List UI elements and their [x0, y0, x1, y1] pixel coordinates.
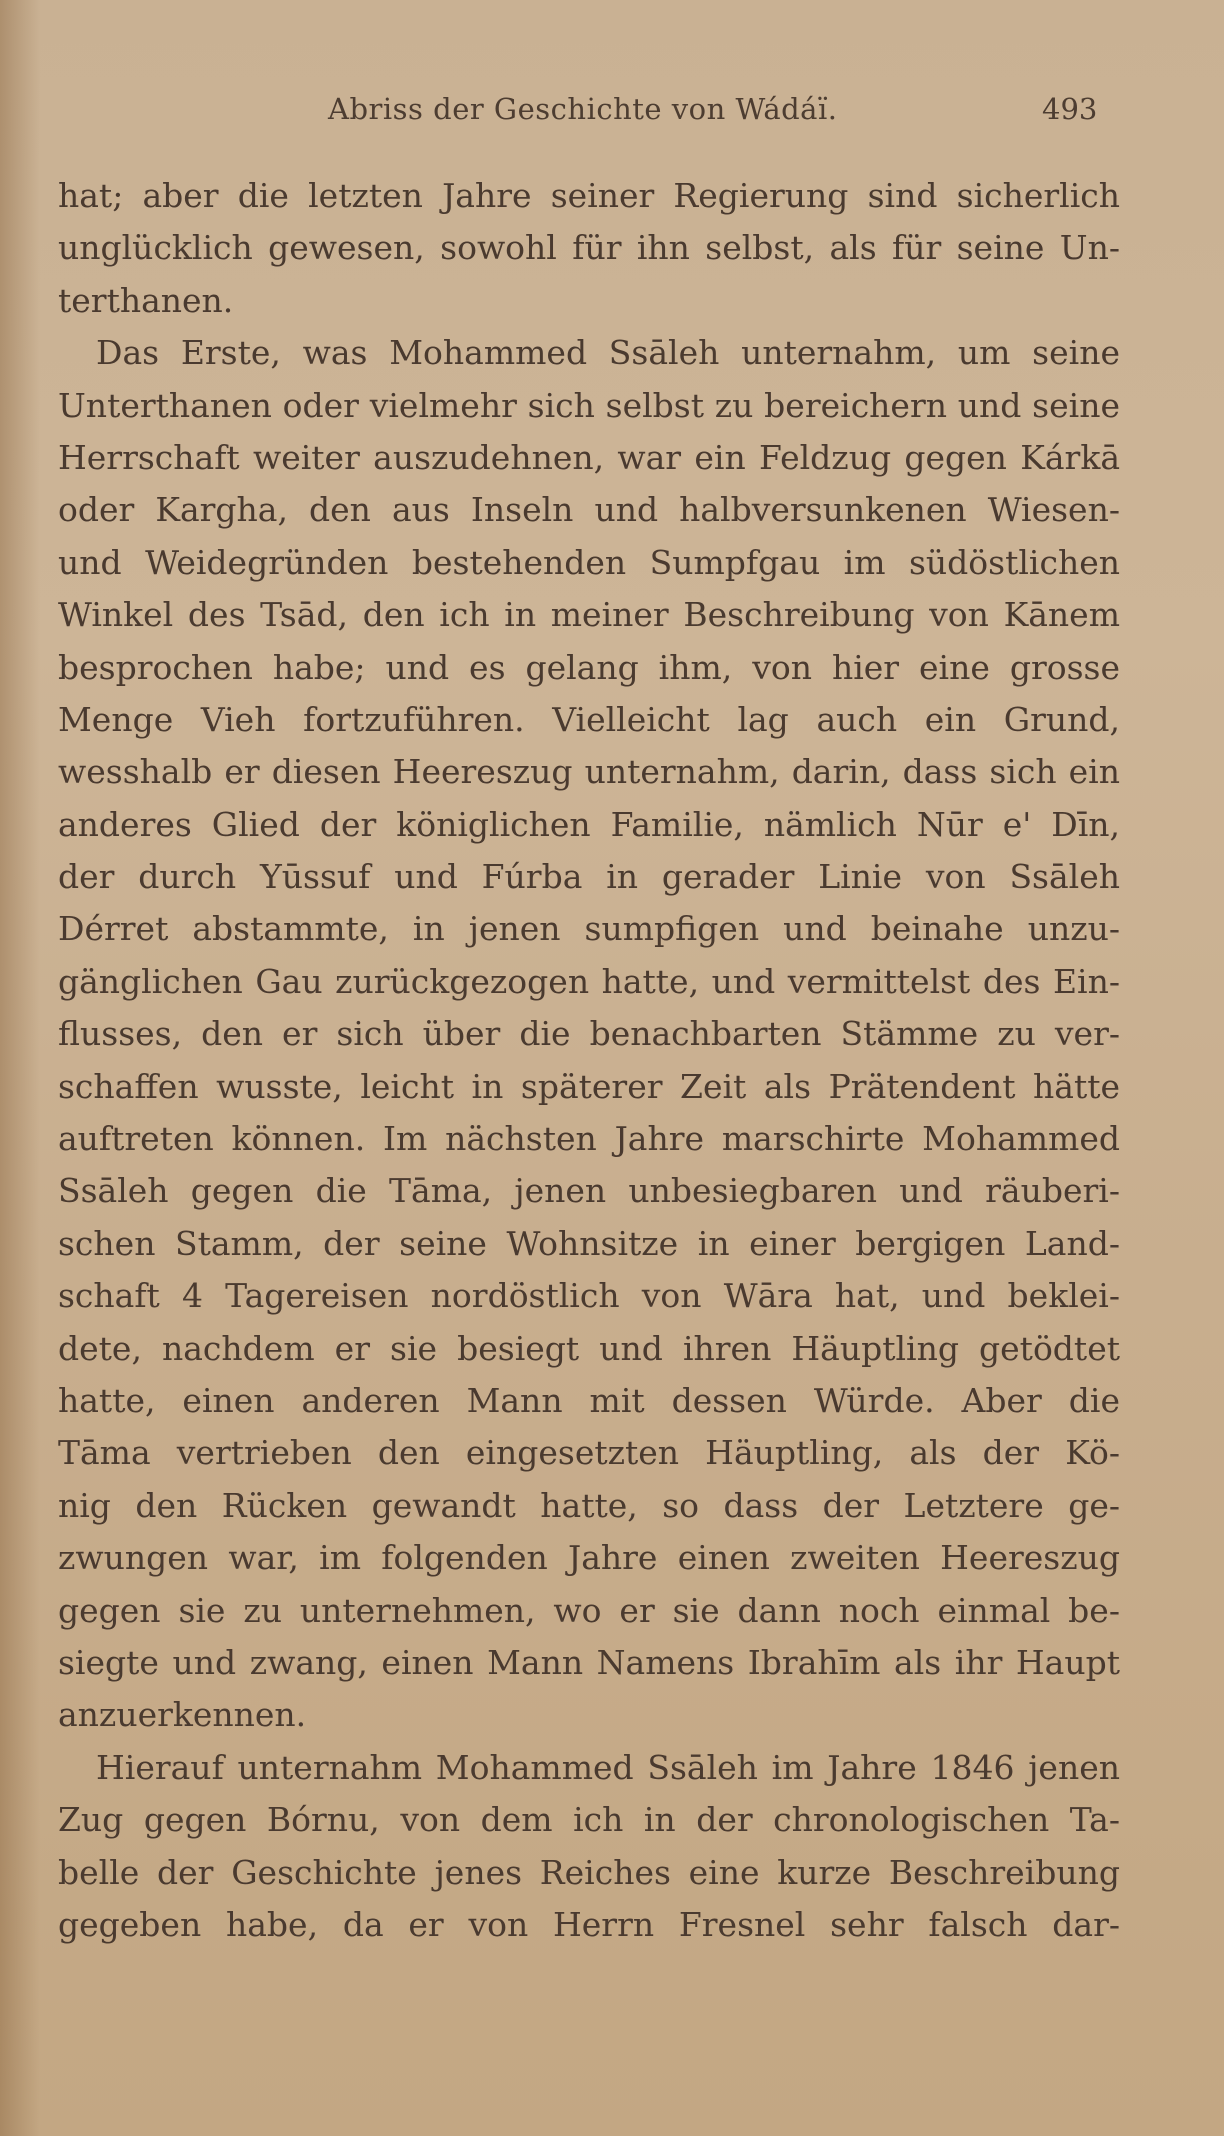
text-line: Ssāleh gegen die Tāma, jenen unbesiegbaren und räuberi-	[58, 1171, 1120, 1211]
page-number: 493	[1042, 92, 1098, 126]
text-line: Tāma vertrieben den eingesetzten Häuptling, als der Kö-	[58, 1433, 1120, 1473]
text-line: Das Erste, was Mohammed Ssāleh unternahm, um seine	[96, 333, 1120, 373]
text-line: gegeben habe, da er von Herrn Fresnel sehr falsch dar-	[58, 1904, 1120, 1944]
text-line: terthanen.	[58, 280, 234, 320]
text-line: belle der Geschichte jenes Reiches eine kurze Beschreibung	[58, 1852, 1120, 1892]
text-line: schaffen wusste, leicht in späterer Zeit als Prätendent hätte	[58, 1066, 1120, 1106]
text-line: Herrschaft weiter auszudehnen, war ein Feldzug gegen Kárkā	[58, 437, 1120, 477]
text-line: hatte, einen anderen Mann mit dessen Würde. Aber die	[58, 1380, 1120, 1420]
text-line: der durch Yūssuf und Fúrba in gerader Linie von Ssāleh	[58, 857, 1120, 897]
text-line: anzuerkennen.	[58, 1695, 307, 1735]
text-line: zwungen war, im folgenden Jahre einen zweiten Heereszug	[58, 1538, 1120, 1578]
text-line: oder Kargha, den aus Inseln und halbversunkenen Wiesen-	[58, 490, 1120, 530]
text-line: Menge Vieh fortzuführen. Vielleicht lag auch ein Grund,	[58, 699, 1120, 739]
page-header	[0, 92, 1224, 136]
text-line: hat; aber die letzten Jahre seiner Regierung sind sicherlich	[58, 176, 1120, 215]
text-line: besprochen habe; und es gelang ihm, von hier eine grosse	[58, 647, 1120, 687]
text-line: auftreten können. Im nächsten Jahre marschirte Mohammed	[58, 1119, 1120, 1159]
text-line: anderes Glied der königlichen Familie, nämlich Nūr e' Dīn,	[58, 804, 1120, 844]
text-line: gegen sie zu unternehmen, wo er sie dann noch einmal be-	[58, 1590, 1120, 1630]
text-line: siegte und zwang, einen Mann Namens Ibrahīm als ihr Haupt	[58, 1642, 1120, 1682]
text-line: schaft 4 Tagereisen nordöstlich von Wāra hat, und beklei-	[58, 1276, 1120, 1316]
text-line: und Weidegründen bestehenden Sumpfgau im südöstlichen	[58, 542, 1120, 582]
text-line: gänglichen Gau zurückgezogen hatte, und vermittelst des Ein-	[58, 961, 1120, 1001]
text-line: Unterthanen oder vielmehr sich selbst zu bereichern und seine	[58, 385, 1120, 425]
running-title: Abriss der Geschichte von Wádáï.	[328, 92, 838, 126]
text-line: unglücklich gewesen, sowohl für ihn selbst, als für seine Un-	[58, 228, 1120, 268]
text-line: Hierauf unternahm Mohammed Ssāleh im Jahre 1846 jenen	[96, 1747, 1120, 1787]
text-line: nig den Rücken gewandt hatte, so dass der Letztere ge-	[58, 1485, 1120, 1525]
text-line: flusses, den er sich über die benachbarten Stämme zu ver-	[58, 1014, 1120, 1054]
text-line: Zug gegen Bórnu, von dem ich in der chronologischen Ta-	[58, 1800, 1120, 1840]
text-line: Winkel des Tsād, den ich in meiner Beschreibung von Kānem	[58, 595, 1120, 635]
text-line: dete, nachdem er sie besiegt und ihren Häuptling getödtet	[58, 1328, 1120, 1368]
body-text	[58, 170, 1120, 1951]
text-line: schen Stamm, der seine Wohnsitze in einer bergigen Land-	[58, 1223, 1120, 1263]
text-line: Dérret abstammte, in jenen sumpfigen und beinahe unzu-	[58, 909, 1120, 949]
text-line: wesshalb er diesen Heereszug unternahm, darin, dass sich ein	[58, 752, 1120, 792]
